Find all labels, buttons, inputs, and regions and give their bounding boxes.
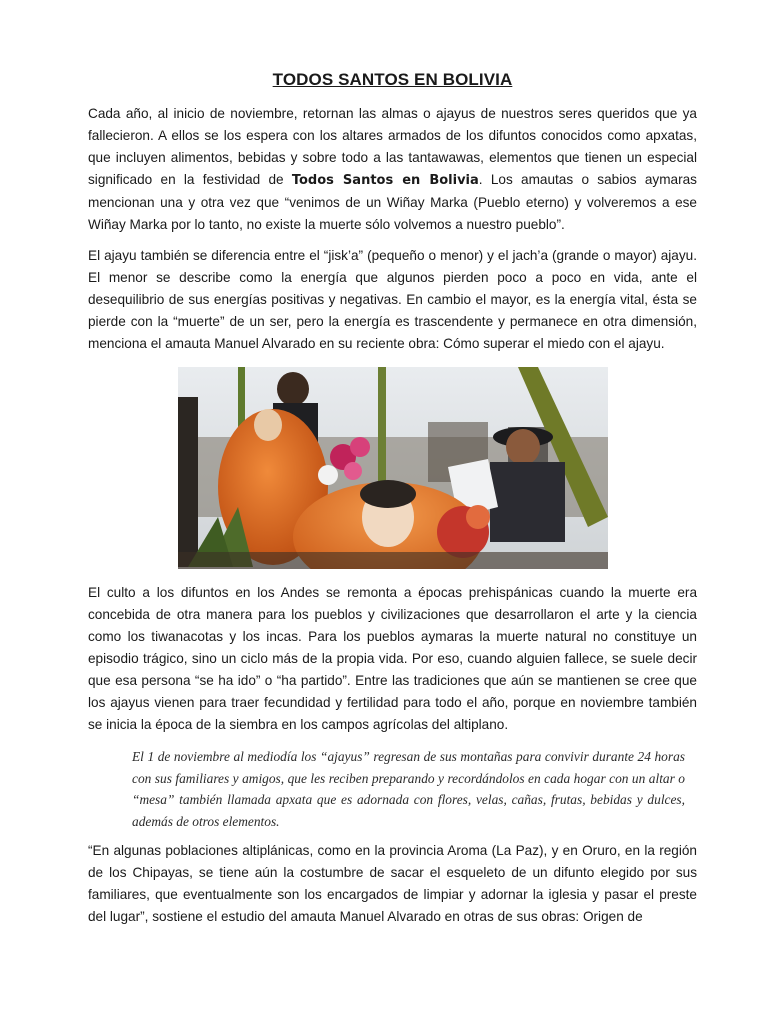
altar-photo-image (178, 367, 608, 569)
paragraph-intro-text-start: Cada año, al inicio de noviembre, retornan las almas o ajayus de nuestros seres queridos que ya fallecieron. A ellos se los espera con los altares armados de los difuntos conocidos como apxatas, que incluyen alimentos, bebidas y sobre todo a las tantawawas, elementos que tienen un especial significado en la festividad de (88, 106, 697, 187)
block-quote: El 1 de noviembre al mediodía los “ajayus” regresan de sus montañas para convivir durante 24 horas con sus familiares y amigos, que les reciben preparando y recordándolos en cada hogar con un altar o “mesa” también llamada apxata que es adornada con flores, velas, cañas, frutas, bebidas y dulces, además de otros elementos. (132, 749, 685, 829)
paragraph-intro (88, 103, 697, 236)
document-page (88, 70, 697, 937)
paragraph-intro-text-end: . Los amautas o sabios aymaras mencionan una y otra vez que “venimos de un Wiñay Marka (Pueblo eterno) y volveremos a ese Wiñay Marka por lo tanto, no existe la muerte sólo volvemos a nuestro pueblo”. (88, 172, 697, 232)
paragraph-poblaciones: “En algunas poblaciones altiplánicas, como en la provincia Aroma (La Paz), y en Oruro, en la región de los Chipayas, se tiene aún la costumbre de sacar el esqueleto de un difunto elegido por sus familiares, que eventualmente son los encargados de limpiar y adornar la iglesia y pasar el preste del lugar”, sostiene el estudio del amauta Manuel Alvarado en otras de sus obras: Origen de (88, 843, 697, 924)
todos-santos-photo (178, 367, 608, 569)
paragraph-culto: El culto a los difuntos en los Andes se remonta a épocas prehispánicas cuando la muerte era concebida de otra manera para los pueblos y civilizaciones que desarrollaron el arte y la ciencia como los tiwanacotas y los incas. Para los pueblos aymaras la muerte natural no constituye un episodio trágico, sino un ciclo más de la propia vida. Por eso, cuando alguien fallece, se suele decir que esa persona “se ha ido” o “ha partido”. Entre las tradiciones que aún se mantienen se cree que los ajayus vienen para traer fecundidad y fertilidad para todo el año, porque en noviembre también se inicia la época de la siembra en los campos agrícolas del altiplano. (88, 585, 697, 732)
document-title: TODOS SANTOS EN BOLIVIA (272, 70, 513, 89)
paragraph-intro-bold-phrase: Todos Santos en Bolivia (291, 173, 479, 188)
paragraph-ajayu: El ajayu también se diferencia entre el “jisk’a” (pequeño o menor) y el jach’a (grande o mayor) ajayu. El menor se describe como la energía que algunos pierden poco a poco en vida, ante el desequilibrio de sus energías positivas y negativas. En cambio el mayor, es la energía vital, ésta se pierde con la “muerte” de un ser, pero la energía es trascendente y permanece en otra dimensión, menciona el amauta Manuel Alvarado en su reciente obra: Cómo superar el miedo con el ajayu. (88, 248, 697, 351)
